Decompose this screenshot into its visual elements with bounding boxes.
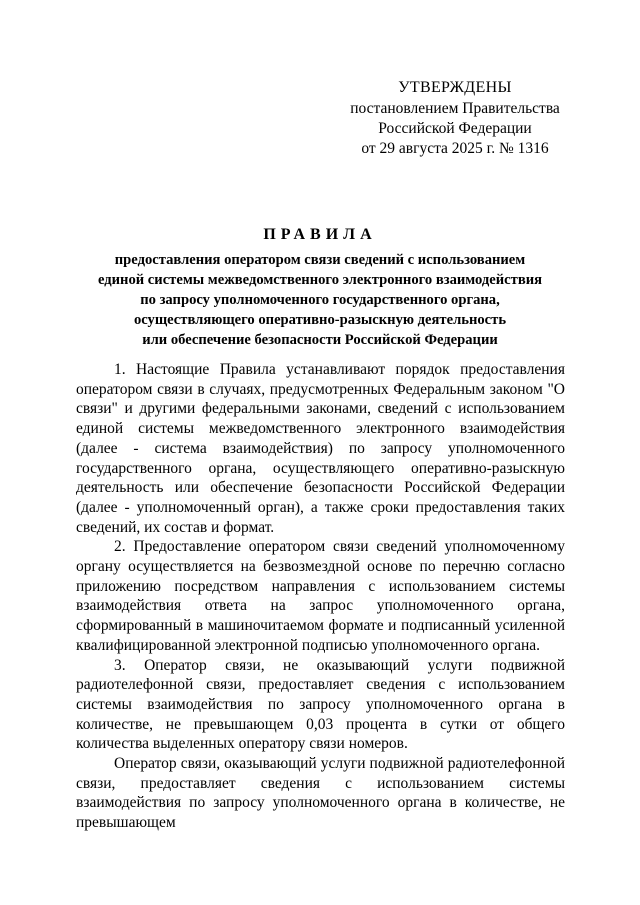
approval-line: Российской Федерации: [378, 120, 532, 137]
paragraph-4: Оператор связи, оказывающий услуги подвижной радиотелефонной связи, предоставляет сведения с использованием системы взаимодействия по запросу уполномоченного органа в количестве, не превышающем: [76, 755, 565, 832]
approval-date: от 29 августа 2025 г. № 1316: [361, 140, 549, 157]
paragraph-1: 1. Настоящие Правила устанавливают порядок предоставления оператором связи в случаях, предусмотренных Федеральным законом "О связи" и другими федеральными законами, сведений с использованием единой системы межведомственного электронного взаимодействия (далее - система взаимодействия) по запросу уполномоченного государственного органа, осуществляющего оперативно-разыскную деятельность или обеспечение безопасности Российской Федерации (далее - уполномоченный орган), а также сроки предоставления таких сведений, их состав и формат.: [76, 361, 565, 536]
approval-line: постановлением Правительства: [350, 100, 560, 117]
document-body: [76, 360, 565, 833]
subtitle-line: по запросу уполномоченного государственного органа,: [140, 292, 500, 308]
subtitle-line: или обеспечение безопасности Российской Федерации: [142, 332, 498, 348]
approval-stamp: [330, 78, 580, 159]
subtitle-line: предоставления оператором связи сведений с использованием: [114, 252, 526, 268]
document-title: ПРАВИЛА: [263, 226, 377, 243]
subtitle-line: единой системы межведомственного электронного взаимодействия: [97, 272, 543, 288]
approval-heading: УТВЕРЖДЕНЫ: [398, 79, 512, 96]
subtitle-line: осуществляющего оперативно-разыскную деятельность: [133, 312, 507, 328]
document-subtitle: [76, 250, 564, 350]
paragraph-2: 2. Предоставление оператором связи сведений уполномоченному органу осуществляется на безвозмездной основе по перечню согласно приложению посредством направления с использованием системы взаимодействия ответа на запрос уполномоченного органа, сформированный в машиночитаемом формате и подписанный усиленной квалифицированной электронной подписью уполномоченного органа.: [76, 538, 565, 654]
paragraph-3: 3. Оператор связи, не оказывающий услуги подвижной радиотелефонной связи, предоставляет сведения с использованием системы взаимодействия по запросу уполномоченного органа в количестве, не превышающем 0,03 процента в сутки от общего количества выделенных оператору связи номеров.: [76, 656, 565, 753]
